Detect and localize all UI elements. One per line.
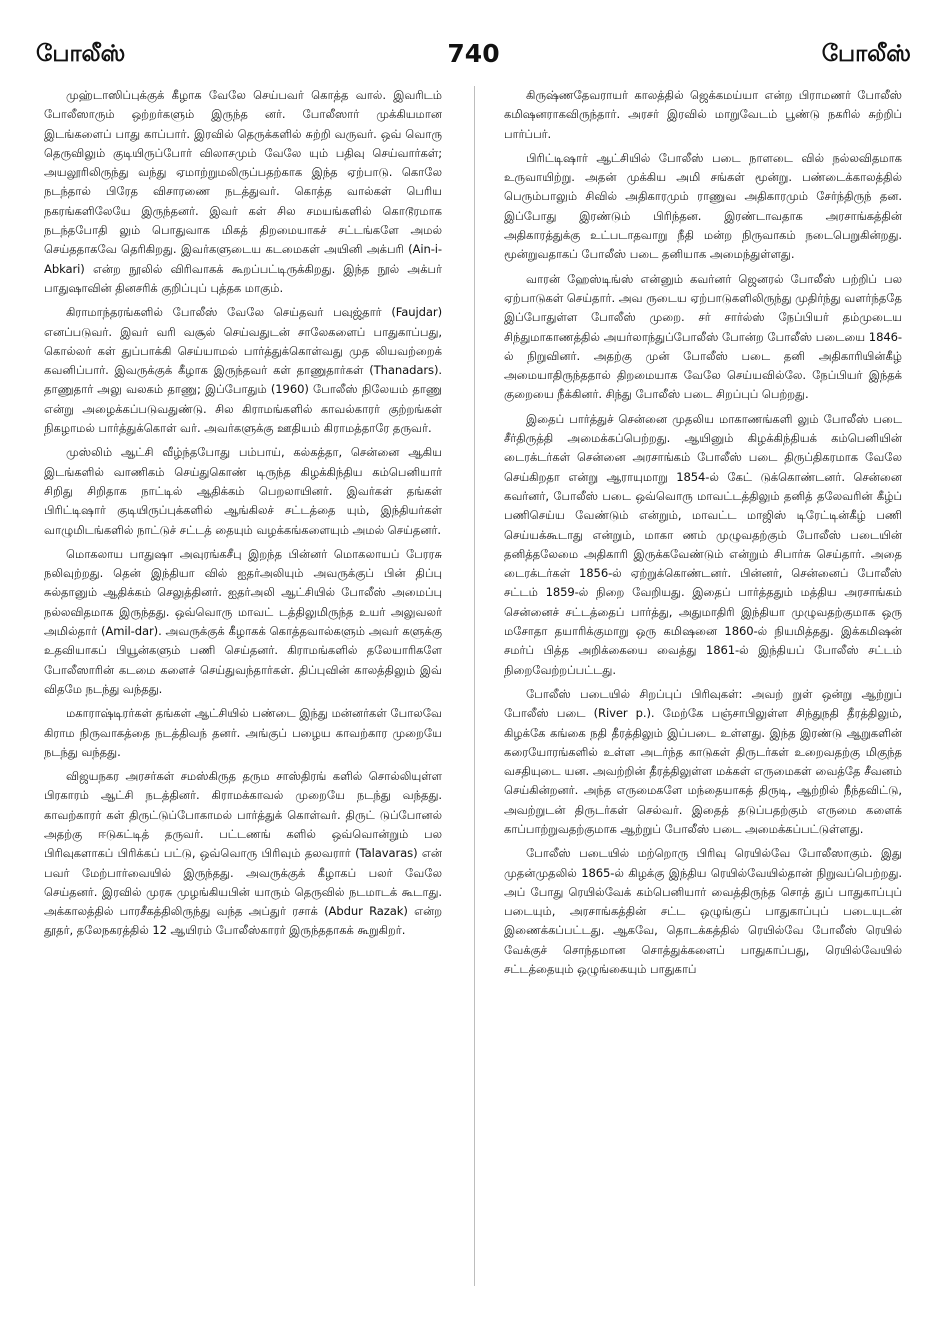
page-number: 740 <box>447 39 500 68</box>
paragraph: இதைப் பார்த்துச் சென்னை முதலிய மாகாணங்களி லும் போலீஸ் படை சீர்திருத்தி அமைக்கப்பெற்றது. ஆயினும் கிழக்கிந்தியக் கம்பெனியின் டைரக்டர்கள் சென்னை அரசாங்கம் போலீஸ் படை திருப்திகரமாக வேலே செய்கிறதா என்று ஆராயுமாறு 1854-ல் கேட் டுக்கொண்டனர். சென்னை கவர்னர், போலீஸ் படை ஒவ்வொரு மாவட்டத்திலும் தனித் தலேவரின் கீழ்ப் பணிசெய்ய வேண்டும் என்றும், மாவட்ட மாஜிஸ் டிரேட்டின்கீழ் பணி செய்யக்கூடாது என்றும், மாகா ணம் முழுவதற்கும் போலீஸ் படையின் தனித்தலேமை அதிகாரி இருக்கவேண்டும் என்றும் சிபார்சு செய்தார். அதை டைரக்டர்கள் 1856-ல் ஏற்றுக்கொண்டனர். பின்னர், சென்னைப் போலீஸ் சட்டம் 1859-ல் நிறை வேறியது. இதைப் பார்த்ததும் மத்திய அரசாங்கம் சென்னைச் சட்டத்தைப் பார்த்து, அதுமாதிரி இந்தியா முழுவதற்குமாக ஒரு மசோதா தயாரிக்குமாறு ஒரு கமிஷனை 1860-ல் நியமித்தது. இக்கமிஷன் சமர்ப் பித்த அறிக்கையை வைத்து 1861-ல் இந்தியப் போலீஸ் சட்டம் நிறைவேற்றப்பட்டது. <box>504 411 902 677</box>
paragraph: கிருஷ்ணதேவராயர் காலத்தில் ஜெக்கமய்யா என்ற பிராமணர் போலீஸ் கமிஷனராகவிருந்தார். அரசர் இரவில் மாறுவேடம் பூண்டு நகரில் சுற்றிப் பார்ப்பர். <box>504 88 902 141</box>
page-header <box>0 0 947 80</box>
running-head-left: போலீஸ் <box>36 41 126 67</box>
paragraph: விஜயநகர அரசர்கள் சமஸ்கிருத தரும சாஸ்திரங் களில் சொல்லியுள்ள பிரகாரம் ஆட்சி நடத்தினர். கிராமக்காவல் முறையே நடந்து வந்தது. காவற்காரர் கள் திருட்டுப்போகாமல் பார்த்துக் கொள்வர். திருட் டுப்போனல் அதற்கு ஈடுகட்டித் தருவர். பட்டணங் களில் ஒவ்வொன்றும் பல பிரிவுகளாகப் பிரிக்கப் பட்டு, ஒவ்வொரு பிரிவும் தலவரார் (Talavaras) என் பவர் மேற்பார்வையில் இருந்தது. அவருக்குக் கீழாகப் பலர் வேலே செய்தனர். இரவில் முரசு முழங்கியபின் யாரும் தெருவில் நடமாடக் கூடாது. அக்காலத்தில் பாரசீகத்திலிருந்து வந்த அப்துர் ரசாக் (Abdur Razak) என்ற தூதர், தலேநகரத்தில் 12 ஆயிரம் போலீஸ்காரர் இருந்ததாகக் கூறுகிறர். <box>44 769 442 938</box>
paragraph: முஸ்லிம் ஆட்சி வீழ்ந்தபோது பம்பாய், கல்கத்தா, சென்னை ஆகிய இடங்களில் வாணிகம் செய்துகொண் டிருந்த கிழக்கிந்திய கம்பெனியார் சிறிது சிறிதாக நாட்டில் ஆதிக்கம் பெறலாயினர். இவர்கள் தங்கள் பிரிட்டிஷார் குடியிருப்புக்களில் ஆங்கிலச் சட்டத்தை யும், இந்தியர்கள் வாழுமிடங்களில் நாட்டுச் சட்டத் தையும் வழக்கங்களையும் அமல் செய்தனர். <box>44 445 442 537</box>
paragraph: முஹ்டாஸிப்புக்குக் கீழாக வேலே செய்பவர் கொத்த வால். இவரிடம் போலீஸாரும் ஒற்றர்களும் இருந்த னர். போலீஸார் முக்கியமான இடங்களைப் பாது காப்பார். இரவில் தெருக்களில் சுற்றி வருவர். ஒவ் வொரு தெருவிலும் குடியிருப்போர் விலாசமும் வேலே யும் பதிவு செய்வார்கள்; அயலூரிலிருந்து வந்து ஏமாற்றுமலிருப்பதற்காக இந்த ஏற்பாடு. கொலே நடந்தால் பிரேத விசாரணை நடத்துவர். கொத்த வால்கள் பெரிய நகரங்களிலேயே இருந்தனர். இவர் கள் சில சமயங்களில் கொடூரமாக நடந்தபோதி லும் பொதுவாக மிகத் திறமையாகச் சட்டங்களே அமல் செய்ததாகவே தெரிகிறது. இவர்களுடைய கடமைகள் அயினி அக்பரி (Ain-i-Abkari) என்ற நூலில் விரிவாகக் கூறப்பட்டிருக்கிறது. இந்த நூல் அக்பர் பாதுஷாவின் தினசரிக் குறிப்புப் புத்தக மாகும். <box>44 88 442 295</box>
column-divider <box>474 86 475 1286</box>
paragraph: பிரிட்டிஷார் ஆட்சியில் போலீஸ் படை நாளடை வில் நல்லவிதமாக உருவாயிற்று. அதன் முக்கிய அமி சங்கள் மூன்று. பண்டைக்காலத்தில் பெரும்பாலும் சிவில் அதிகாரமும் ராணுவ அதிகாரமும் சேர்ந்திருந் தன. இப்போது இரண்டும் பிரிந்தன. இரண்டாவதாக அரசாங்கத்தின் அதிகாரத்துக்கு உட்படாதவாறு நீதி மன்ற நிருவாகம் நடைபெறுகின்றது. மூன்றுவதாகப் போலீஸ் படை தனியாக அமைந்துள்ளது. <box>504 150 902 262</box>
left-column <box>44 86 442 1296</box>
paragraph: கிராமாந்தரங்களில் போலீஸ் வேலே செய்தவர் பவுஜ்தார் (Faujdar) எனப்படுவர். இவர் வரி வசூல் செய்வதுடன் சாலேகளைப் பாதுகாப்பது, கொல்லர் கள் துப்பாக்கி செய்யாமல் பார்த்துக்கொள்வது முத லியவற்றைக் கவனிப்பார். இவருக்குக் கீழாக இருந்தவர் கள் தாணுதார்கள் (Thanadars). தாணுதார் அலு வலகம் தாணு; இப்போதும் (1960) போலீஸ் நிலேயம் தாணு என்று அழைக்கப்படுவதுண்டு. சில கிராமங்களில் காவல்காரர் குற்றங்கள் நிகழாமல் பார்த்துக்கொள் வர். அவர்களுக்கு ஊதியம் கிராமத்தாரே தருவர். <box>44 305 442 436</box>
right-column <box>504 86 902 1296</box>
paragraph: போலீஸ் படையில் சிறப்புப் பிரிவுகள்: அவற் றுள் ஒன்று ஆற்றுப் போலீஸ் படை (River p.). மேற்கே பஞ்சாபிலுள்ள சிந்துநதி தீரத்திலும், கிழக்கே கங்கை நதி தீரத்திலும் இப்படை உள்ளது. இந்த இரண்டு ஆறுகளின் கரையோரங்களில் உள்ள அடர்ந்த காடுகள் திருடர்கள் உறைவதற்கு மிகுந்த வசதியுடை யன. அவற்றின் தீரத்திலுள்ள மக்கள் எருமைகள் வைத்தே சீவனம் செய்கின்றனர். அந்த எருமைகளே மந்தையாகத் திருடி, ஆற்றில் நீந்தவிட்டு, அவற்றுடன் திருடர்கள் செல்வர். இதைத் தடுப்பதற்கும் எருமை களைக் காப்பாற்றுவதற்குமாக ஆற்றுப் போலீஸ் படை அமைக்கப்பட்டுள்ளது. <box>504 686 902 836</box>
paragraph: போலீஸ் படையில் மற்றொரு பிரிவு ரெயில்வே போலீஸாகும். இது முதன்முதலில் 1865-ல் கிழக்கு இந்திய ரெயில்வேயில்தான் நிறுவப்பெற்றது. அப் போது ரெயில்வேக் கம்பெனியார் வைத்திருந்த சொத் துப் பாதுகாப்புப் படையும், அரசாங்கத்தின் சட்ட ஒழுங்குப் பாதுகாப்புப் படையுடன் இணைக்கப்பட்டது. ஆகவே, தொடக்கத்தில் ரெயில்வே போலீஸ் ரெயில் வேக்குச் சொந்தமான சொத்துக்களைப் பாதுகாப்பது, ரெயில்வேயில் சட்டத்தையும் ஒழுங்கையும் பாதுகாப் <box>504 846 902 977</box>
paragraph: வாரன் ஹேஸ்டிங்ஸ் என்னும் கவர்னர் ஜெனரல் போலீஸ் பற்றிப் பல ஏற்பாடுகள் செய்தார். அவ ருடைய ஏற்பாடுகளிலிருந்து முதிர்ந்து வளர்ந்ததே இப்போதுள்ள போலீஸ் முறை. சர் சார்ல்ஸ் நேப்பியர் தம்முடைய சிந்துமாகாணத்தில் அயர்லாந்துப்போலீஸ் போன்ற போலீஸ் படையை 1846-ல் நிறுவினர். அதற்கு முன் போலீஸ் படை தனி அதிகாரியின்கீழ் அமையாதிருந்ததால் திறமையாக வேலே செய்யவில்லே. நேப்பியர் இந்தக் குறையை நீக்கினர். சிந்து போலீஸ் படை சிறப்புப் பெற்றது. <box>504 271 902 402</box>
running-head-right: போலீஸ் <box>821 41 911 67</box>
paragraph: மொகலாய பாதுஷா அவுரங்கசீபு இறந்த பின்னர் மொகலாயப் பேரரசு நலிவுற்றது. தென் இந்தியா வில் ஐதர்அலியும் அவருக்குப் பின் திப்பு சுல்தானும் ஆதிக்கம் செலுத்தினர். ஐதர்அலி ஆட்சியில் போலீஸ் அமைப்பு நல்லவிதமாக இருந்தது. ஒவ்வொரு மாவட் டத்திலுமிருந்த உயர் அலுவலர் அமில்தார் (Amil-dar). அவருக்குக் கீழாகக் கொத்தவால்களும் அவர் களுக்கு உதவியாகப் பியூன்களும் பணி செய்தனர். கிராமங்களில் தலேயாரிகளே போலீஸாரின் கடமை களைச் செய்துவந்தார்கள். திப்புவின் காலத்திலும் இவ் விதமே நடந்து வந்தது. <box>44 546 442 696</box>
paragraph: மகாராஷ்டிரர்கள் தங்கள் ஆட்சியில் பண்டை இந்து மன்னர்கள் போலவே கிராம நிருவாகத்தை நடத்திவந் தனர். அங்குப் பழைய காவற்கார முறையே நடந்து வந்தது. <box>44 706 442 759</box>
